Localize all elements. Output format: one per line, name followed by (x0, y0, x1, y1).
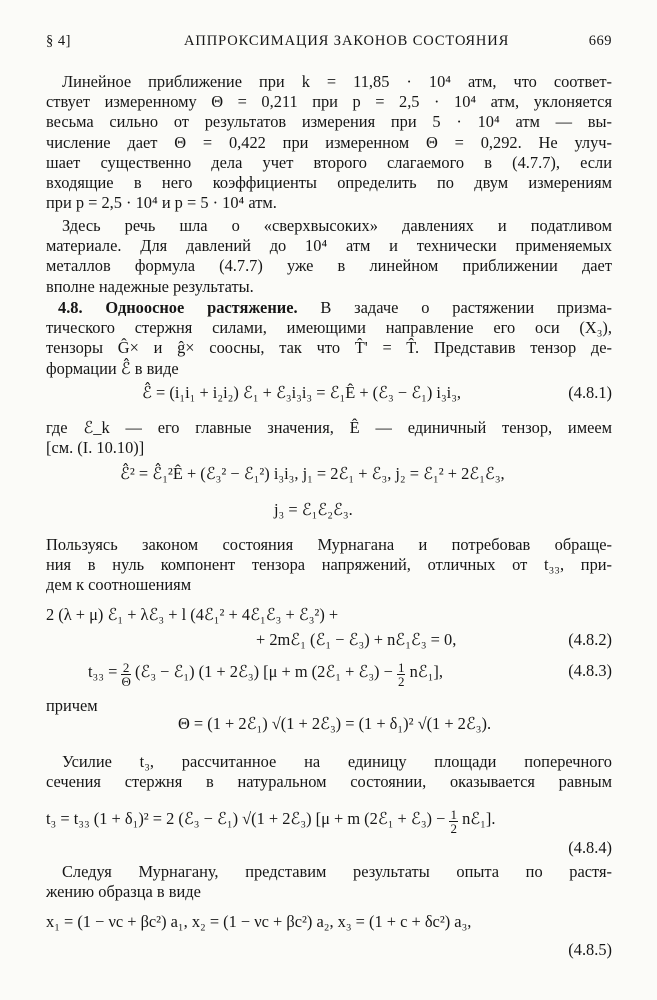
equation-label: (4.8.4) (568, 838, 612, 857)
text-line: формации ℰ̂ в виде (46, 358, 179, 378)
paragraph-force (46, 752, 612, 792)
text-line: где ℰ_k — его главные значения, Ê — единичный тензор, имеем (46, 418, 612, 437)
text-line: материале. Для давлений до 10⁴ атм и технически применяемых (46, 236, 612, 256)
equation-label: (4.8.1) (568, 383, 612, 402)
paragraph-murnaghan-law (46, 535, 612, 596)
paragraph-linear-approximation (46, 72, 612, 213)
text-line: Следуя Мурнагану, представим результаты опыта по растя- (62, 862, 612, 881)
text-line: при p = 2,5 · 10⁴ и p = 5 · 10⁴ атм. (46, 193, 277, 213)
text-line: входящие в него коэффициенты определить по двум измерениям (46, 172, 612, 192)
text-line: В задаче о растяжении призма- (320, 298, 612, 317)
section-marker: § 4] (46, 33, 71, 49)
paragraph-high-pressures (46, 216, 612, 297)
equation-label: (4.8.5) (568, 940, 612, 959)
text-line: тензоры Ĝ× и ĝ× соосны, так что T̂' = T̂. Представив тензор де- (46, 338, 612, 358)
equation-invariants: ℰ̂² = ℰ̂₁²Ê + (ℰ₃² − ℰ₁²) i₃i₃, j₁ = 2ℰ₁ + ℰ₃, j₂ = ℰ₁² + 2ℰ₁ℰ₃, (120, 464, 505, 483)
text-line: Усилие t₃, рассчитанное на единицу площади поперечного (62, 752, 612, 771)
page (46, 0, 612, 1000)
text-line: вполне надежные результаты. (46, 276, 254, 296)
section-heading: 4.8. Одноосное растяжение. (58, 298, 298, 317)
text-line: сечения стержня в натуральном состоянии, оказывается равным (46, 772, 612, 792)
page-number: 669 (588, 33, 612, 49)
text-line: дем к соотношениям (46, 575, 192, 595)
text-line: тического стержня силами, имеющими направление его оси (X₃), (46, 318, 612, 338)
running-title: АППРОКСИМАЦИЯ ЗАКОНОВ СОСТОЯНИЯ (184, 33, 510, 49)
text-line: шает существенно дела учет второго слагаемого в (4.7.7), если (46, 152, 612, 172)
equation-4-8-3: t₃₃ = $\frac{2}{\Theta}$ (ℰ₃ − ℰ₁) (1 + 2ℰ₃) [μ + m (2ℰ₁ + ℰ₃) − $\frac{1}{2}$ nℰ₁], (88, 660, 443, 689)
text-line: металлов формула (4.7.7) уже в линейном приближении дает (46, 256, 612, 276)
running-header (46, 33, 612, 57)
text-line: жению образца в виде (46, 882, 201, 902)
text-line: числение дает Θ = 0,422 при измеренном Θ = 0,292. Не улуч- (46, 132, 612, 152)
text-line: Линейное приближение при k = 11,85 · 10⁴ атм, что соответ- (62, 72, 612, 91)
paragraph-experiment (46, 862, 612, 902)
equation-label: (4.8.2) (568, 630, 612, 649)
text-line: весьма сильно от результатов измерения при 5 · 10⁴ атм — вы- (46, 112, 612, 132)
text-line: Пользуясь законом состояния Мурнагана и потребовав обраще- (46, 535, 612, 554)
equation-4-8-2-first: 2 (λ + μ) ℰ₁ + λℰ₃ + l (4ℰ₁² + 4ℰ₁ℰ₃ + ℰ₃²) + (46, 605, 339, 624)
text-line: ния в нуль компонент тензора напряжений, отличных от t₃₃, при- (46, 555, 612, 575)
text-line: причем (46, 696, 98, 715)
equation-4-8-4: t₃ = t₃₃ (1 + δ₁)² = 2 (ℰ₃ − ℰ₁) √(1 + 2ℰ₃) [μ + m (2ℰ₁ + ℰ₃) − $\frac{1}{2}$ nℰ₁]. (46, 807, 496, 836)
equation-label: (4.8.3) (568, 661, 612, 680)
equation-4-8-2-second: + 2mℰ₁ (ℰ₁ − ℰ₃) + nℰ₁ℰ₃ = 0, (256, 630, 457, 649)
equation-4-8-1: ℰ̂ = (i₁i₁ + i₂i₂) ℰ₁ + ℰ₃i₃i₃ = ℰ₁Ê + (ℰ₃ − ℰ₁) i₃i₃, (142, 383, 462, 402)
text-line: Здесь речь шла о «сверхвысоких» давлениях и податливом (62, 216, 612, 235)
equation-4-8-5: x₁ = (1 − νc + βc²) a₁, x₂ = (1 − νc + βc²) a₂, x₃ = (1 + c + δc²) a₃, (46, 912, 472, 931)
equation-theta: Θ = (1 + 2ℰ₁) √(1 + 2ℰ₃) = (1 + δ₁)² √(1 + 2ℰ₃). (178, 714, 492, 733)
section-4-8 (46, 298, 612, 379)
text-line: ствует измеренному Θ = 0,211 при p = 2,5 · 10⁴ атм, уклоняется (46, 92, 612, 112)
equation-j3: j₃ = ℰ₁ℰ₂ℰ₃. (274, 500, 353, 519)
text-line: [см. (I. 10.10)] (46, 438, 145, 458)
paragraph-principal-values (46, 418, 612, 458)
